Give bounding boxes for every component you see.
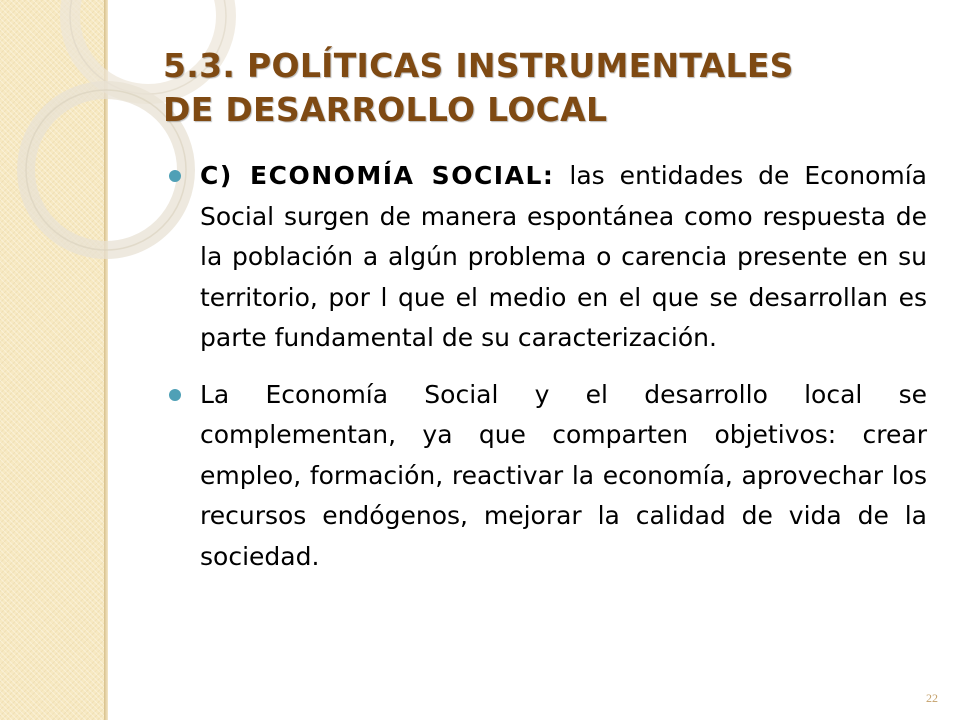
slide-title-line-2: DE DESARROLLO LOCAL xyxy=(163,90,608,129)
bullet-text: La Economía Social y el desarrollo local se complementan, ya que comparten objetivos: crear empleo, formación, reactivar la economía, aprovechar los recursos endógenos, mejorar la calidad de vida de la sociedad. xyxy=(200,379,927,571)
bullet-item-economia-social xyxy=(165,156,927,359)
slide-number: 22 xyxy=(926,691,938,705)
bullet-dot-icon xyxy=(169,389,181,401)
bullet-dot-icon xyxy=(169,170,181,182)
bullet-label: C) ECONOMÍA SOCIAL: xyxy=(200,161,555,190)
slide-title-line-1: 5.3. POLÍTICAS INSTRUMENTALES xyxy=(163,46,794,85)
bullet-text: las entidades de Economía Social surgen de manera espontánea como respuesta de la población a algún problema o carencia presente en su territorio, por l que el medio en el que se desarrollan es parte fundamental de su caracterización. xyxy=(200,161,927,352)
slide-title xyxy=(163,44,923,132)
bullet-list xyxy=(165,156,927,593)
decorative-ring-bottom xyxy=(26,90,186,250)
bullet-item-desarrollo-local xyxy=(165,375,927,578)
